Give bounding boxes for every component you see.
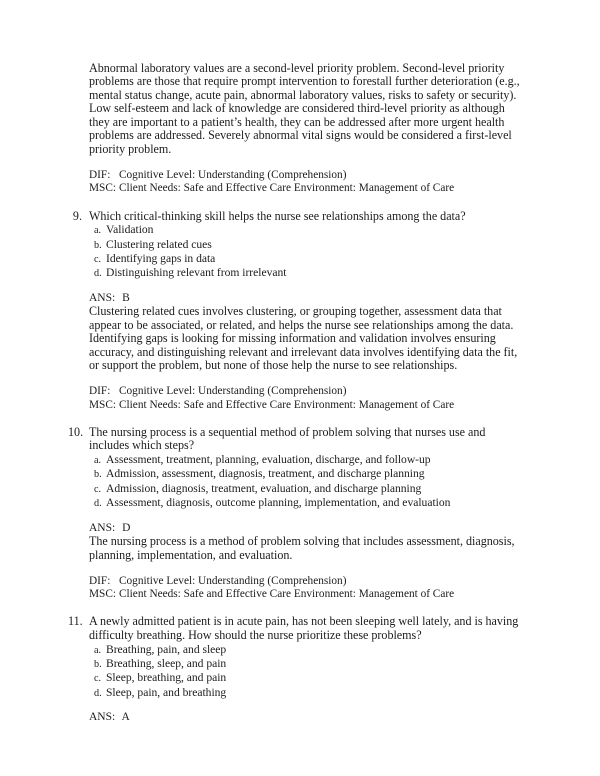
metadata-block [68, 575, 522, 601]
answer-value: B [122, 291, 130, 304]
option-letter: c. [94, 483, 102, 495]
dif-value: Cognitive Level: Understanding (Comprehension) [119, 385, 347, 398]
spacer [68, 601, 522, 615]
rationale-text: Clustering related cues involves clustering, or grouping together, assessment data that appear to be associated, or related, and helps the nurse see relationships among the data. Identifying gaps is looking for missing information and validation involves ensuring accuracy, and distinguishing relevant and irrelevant data involves identifying data the fit, or support the problem, but none of those help the nurse to see relationships. [89, 304, 518, 373]
question-item [68, 210, 522, 281]
dif-label: DIF: [89, 575, 111, 587]
option-text: Breathing, pain, and sleep [106, 642, 227, 656]
option-item[interactable] [89, 252, 522, 266]
dif-value: Cognitive Level: Understanding (Comprehension) [119, 169, 347, 182]
spacer [68, 372, 522, 385]
question-stem: A newly admitted patient is in acute pain, has not been sleeping well lately, and is having difficulty breathing. How should the nurse prioritize these problems? [89, 614, 519, 642]
answer-line [68, 522, 522, 535]
option-letter: d. [94, 498, 102, 510]
option-letter: c. [94, 253, 102, 265]
msc-value: Client Needs: Safe and Effective Care Environment: Management of Care [119, 398, 455, 411]
option-text: Admission, assessment, diagnosis, treatment, and discharge planning [106, 467, 425, 481]
intro-rationale-paragraph [68, 62, 522, 156]
option-item[interactable] [89, 266, 522, 280]
question-item [68, 426, 522, 511]
answer-label: ANS: [89, 711, 116, 724]
metadata-block [68, 385, 522, 411]
option-list [89, 223, 522, 281]
option-text: Breathing, sleep, and pain [106, 657, 227, 670]
option-text: Clustering related cues [106, 237, 212, 251]
answer-line [68, 711, 522, 724]
option-letter: c. [94, 673, 102, 685]
intro-rationale-text: Abnormal laboratory values are a second-level priority problem. Second-level priority problems are those that require prompt intervention to forestall further deterioration (e.g., mental status change, acute pain, abnormal laboratory values, risks to safety or security). Low self-esteem and lack of knowledge are considered third-level priority as although they are important to a patient’s health, they can be addressed after more urgent health problems are addressed. Severely abnormal vital signs would be considered a first-level priority problem. [89, 61, 520, 156]
question-number: 9. [72, 208, 82, 223]
option-letter: a. [94, 644, 102, 656]
answer-value: D [122, 521, 131, 534]
spacer [68, 196, 522, 210]
msc-row [89, 399, 522, 412]
option-item[interactable] [89, 453, 522, 467]
spacer [68, 700, 522, 711]
page-content [68, 62, 522, 725]
option-text: Assessment, treatment, planning, evaluation, discharge, and follow-up [106, 453, 431, 467]
msc-value: Client Needs: Safe and Effective Care Environment: Management of Care [119, 588, 455, 601]
option-item[interactable] [89, 643, 522, 657]
option-item[interactable] [89, 496, 522, 510]
option-letter: a. [94, 225, 102, 237]
option-item[interactable] [89, 657, 522, 671]
msc-label: MSC: [89, 588, 117, 601]
option-item[interactable] [89, 467, 522, 481]
option-text: Sleep, pain, and breathing [106, 685, 227, 699]
msc-label: MSC: [89, 182, 117, 195]
question-number: 10. [68, 424, 84, 439]
option-item[interactable] [89, 238, 522, 252]
option-text: Identifying gaps in data [106, 251, 216, 265]
option-item[interactable] [89, 686, 522, 700]
option-text: Assessment, diagnosis, outcome planning, implementation, and evaluation [106, 496, 451, 510]
dif-row [89, 575, 522, 588]
msc-value: Client Needs: Safe and Effective Care Environment: Management of Care [119, 182, 455, 195]
question-number: 11. [68, 614, 83, 629]
answer-label: ANS: [89, 291, 116, 304]
dif-label: DIF: [89, 169, 111, 182]
answer-label: ANS: [89, 521, 116, 534]
answer-value: A [121, 711, 130, 724]
option-letter: b. [94, 469, 102, 481]
msc-label: MSC: [89, 398, 117, 411]
spacer [68, 511, 522, 522]
msc-row [89, 182, 522, 195]
option-list [89, 643, 522, 701]
option-text: Admission, diagnosis, treatment, evaluation, and discharge planning [106, 481, 422, 495]
option-letter: b. [94, 659, 102, 670]
dif-label: DIF: [89, 385, 111, 398]
spacer [68, 156, 522, 169]
metadata-block-intro [68, 169, 522, 195]
option-letter: b. [94, 239, 102, 251]
dif-row [89, 385, 522, 398]
spacer [68, 412, 522, 426]
question-item [68, 615, 522, 700]
option-list [89, 453, 522, 511]
question-body [89, 426, 522, 511]
option-item[interactable] [89, 223, 522, 237]
question-body [89, 210, 522, 281]
answer-line [68, 292, 522, 305]
rationale-text: The nursing process is a method of problem solving that includes assessment, diagnosis, planning, implementation, and evaluation. [89, 534, 515, 562]
option-letter: d. [94, 687, 102, 699]
option-text: Distinguishing relevant from irrelevant [106, 266, 287, 280]
rationale-paragraph [68, 305, 522, 372]
option-letter: d. [94, 268, 102, 280]
option-text: Sleep, breathing, and pain [106, 671, 227, 685]
dif-value: Cognitive Level: Understanding (Comprehension) [119, 575, 347, 587]
option-text: Validation [106, 223, 154, 237]
dif-row [89, 169, 522, 182]
msc-row [89, 588, 522, 601]
rationale-paragraph [68, 535, 522, 562]
option-letter: a. [94, 455, 102, 467]
option-item[interactable] [89, 482, 522, 496]
question-stem: Which critical-thinking skill helps the nurse see relationships among the data? [89, 208, 466, 223]
option-item[interactable] [89, 671, 522, 685]
spacer [68, 562, 522, 575]
spacer [68, 281, 522, 292]
question-stem: The nursing process is a sequential method of problem solving that nurses use and includes which steps? [89, 424, 486, 453]
question-body [89, 615, 522, 700]
